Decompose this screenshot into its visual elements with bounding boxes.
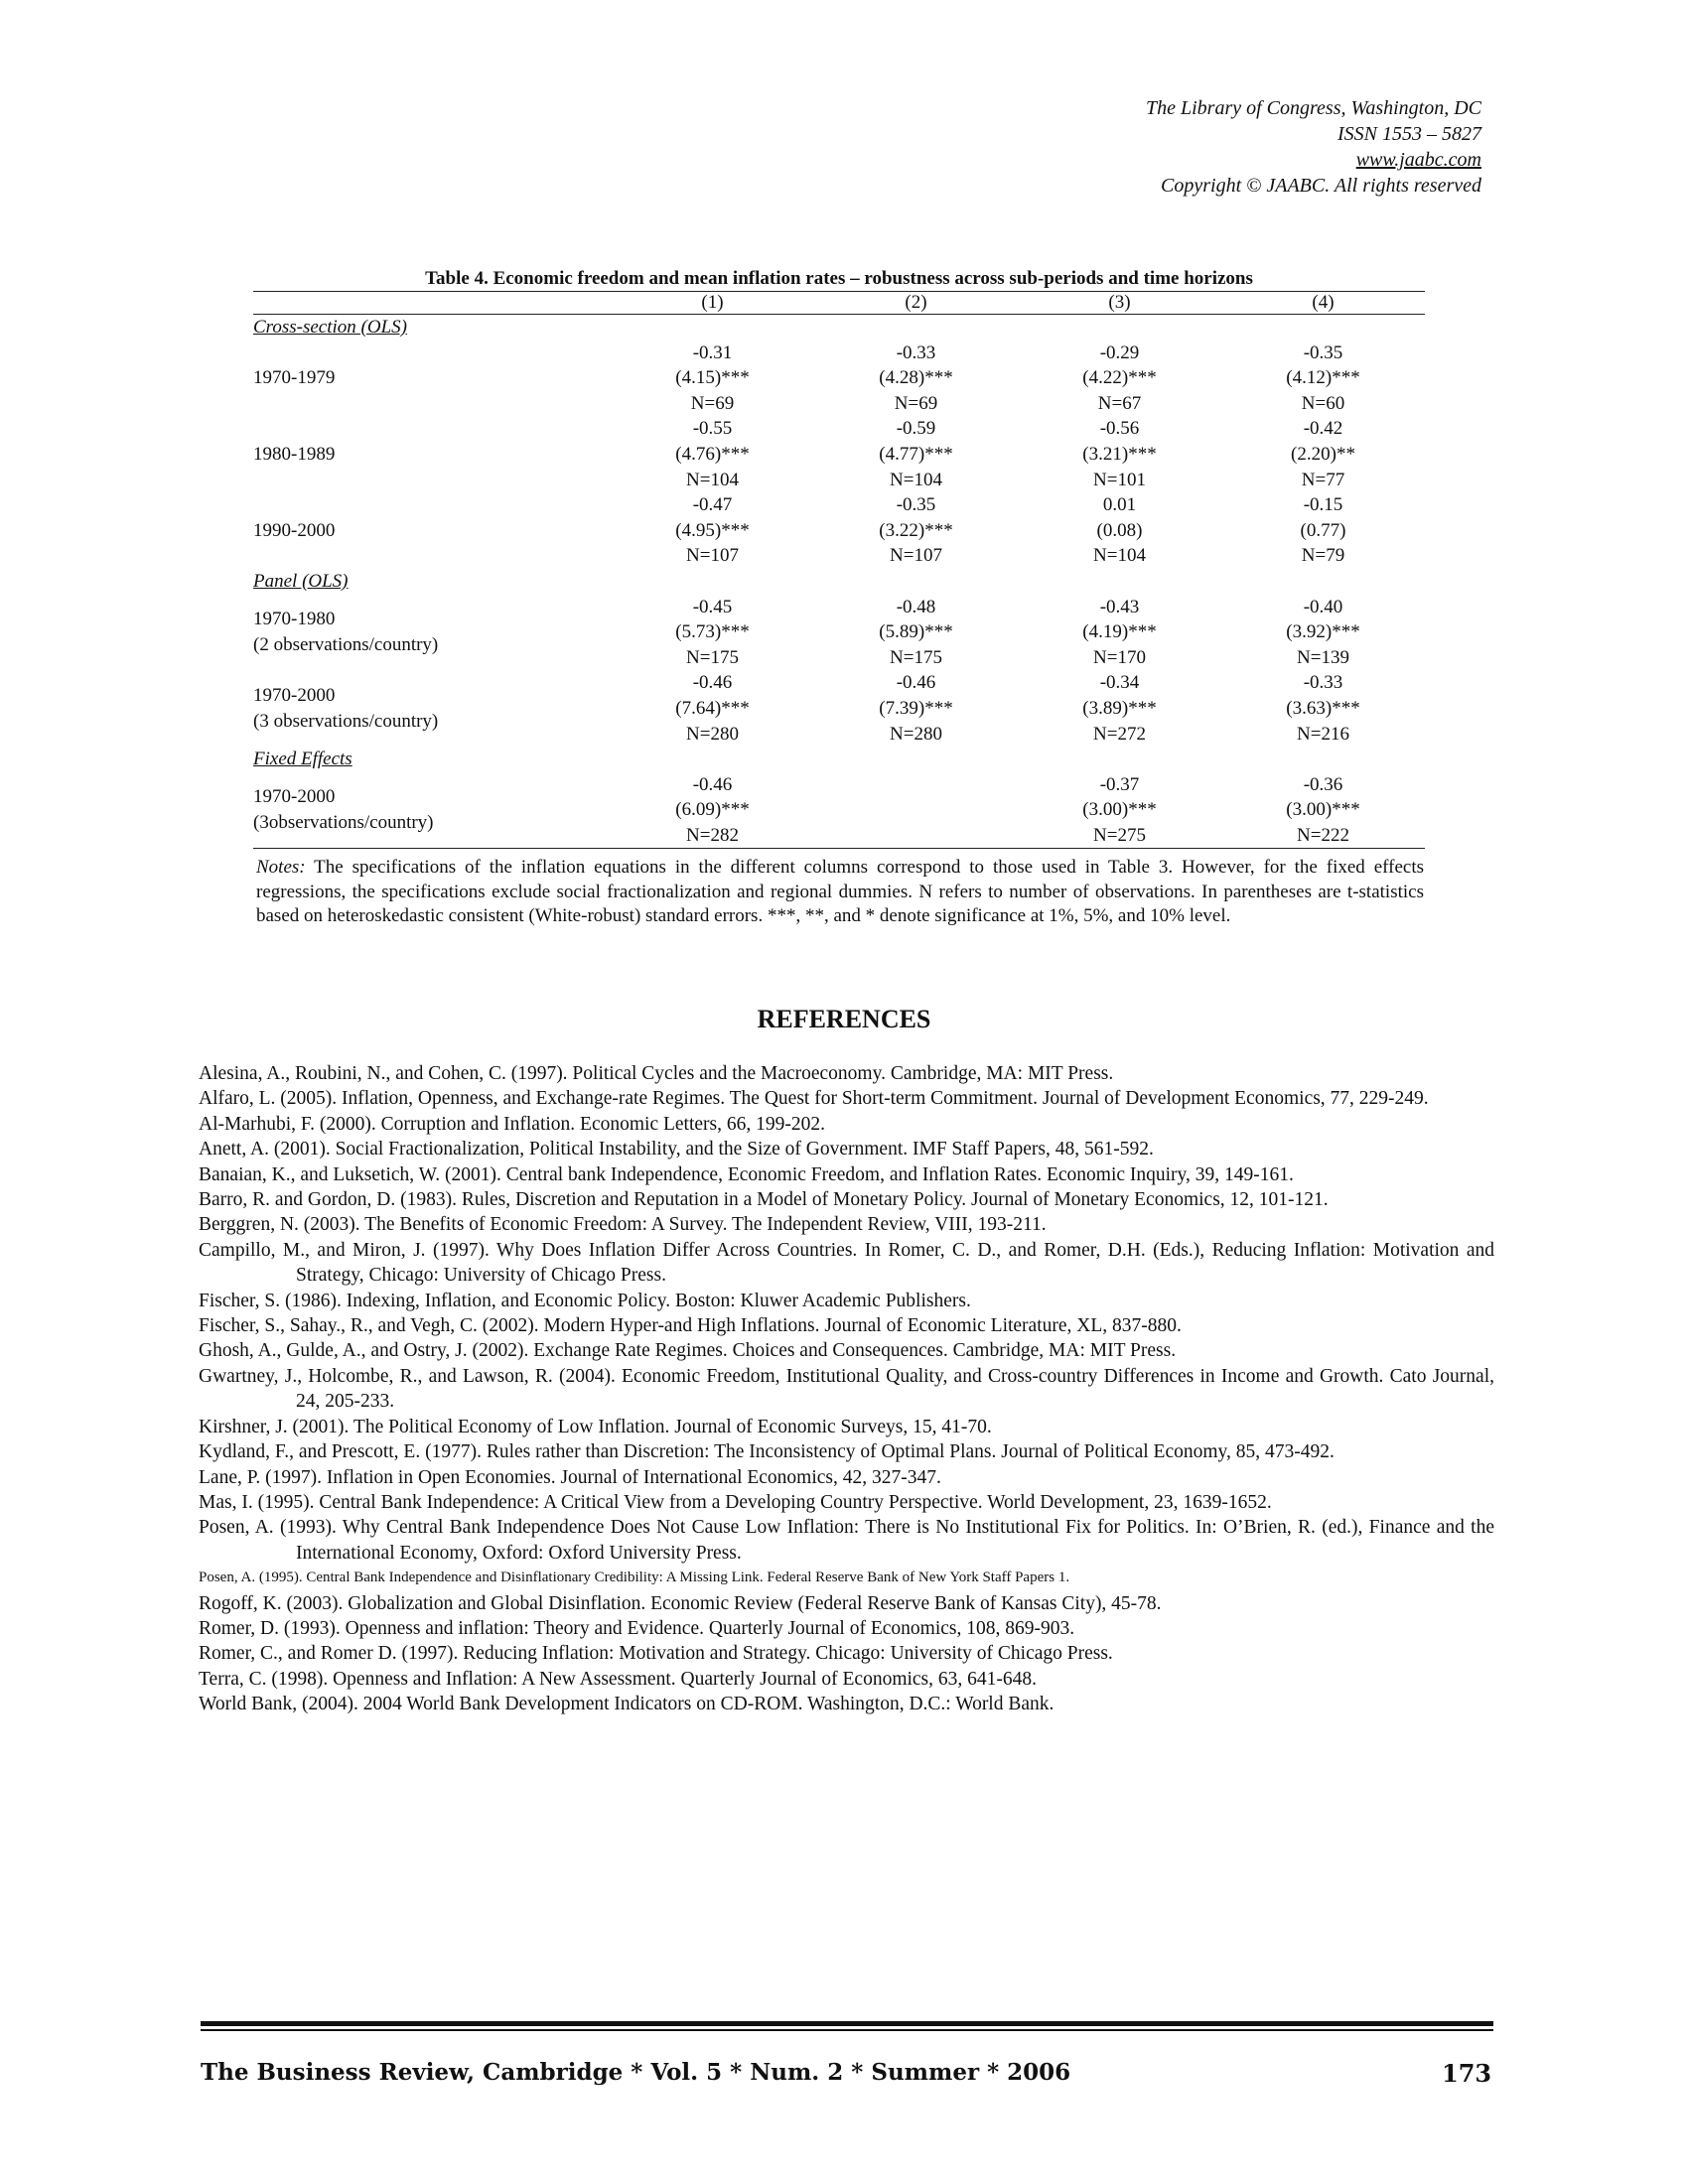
t-statistic: (3.00)*** — [1286, 799, 1360, 821]
row-label: 1970-2000 — [253, 685, 336, 707]
t-statistic: (5.89)*** — [879, 621, 953, 643]
column-header: (3) — [1018, 292, 1221, 315]
sample-size: N=77 — [1301, 469, 1345, 490]
reference-item: Kydland, F., and Prescott, E. (1977). Rules rather than Discretion: The Inconsistency of Optimal Plans. Journal of Political Economy, 85, 473-492. — [199, 1441, 1335, 1463]
reference-item: Fischer, S. (1986). Indexing, Inflation, and Economic Policy. Boston: Kluwer Academic Publishers. — [199, 1290, 971, 1311]
table-row — [253, 772, 1425, 849]
coefficient: -0.35 — [1303, 341, 1343, 363]
coefficient: -0.42 — [1303, 418, 1343, 440]
coefficient: -0.48 — [896, 596, 936, 617]
coefficient-cell — [1221, 772, 1425, 849]
sample-size: N=104 — [686, 469, 739, 490]
reference-item: Posen, A. (1995). Central Bank Independence and Disinflationary Credibility: A Missing Link. Federal Reserve Bank of New York Staff Papers 1. — [199, 1570, 1070, 1586]
reference-item: Terra, C. (1998). Openness and Inflation: A New Assessment. Quarterly Journal of Economics, 63, 641-648. — [199, 1668, 1038, 1690]
coefficient-cell — [1018, 492, 1221, 569]
coefficient: -0.37 — [1099, 773, 1140, 795]
row-label-cell — [253, 670, 611, 747]
table-row — [253, 416, 1425, 492]
t-statistic: (4.15)*** — [675, 367, 750, 389]
footer-rule-thick — [201, 2021, 1493, 2026]
sample-size: N=272 — [1093, 723, 1146, 745]
page-number: 173 — [1442, 2059, 1492, 2088]
sample-size: N=79 — [1301, 545, 1345, 567]
coefficient-cell — [814, 341, 1018, 417]
empty-cell — [814, 747, 1018, 772]
table-row — [253, 670, 1425, 747]
row-label: 1980-1989 — [253, 443, 336, 465]
references-heading: REFERENCES — [757, 1005, 931, 1033]
coefficient-cell — [611, 341, 814, 417]
reference-item: Lane, P. (1997). Inflation in Open Economies. Journal of International Economics, 42, 327-347. — [199, 1466, 941, 1488]
reference-item: Alesina, A., Roubini, N., and Cohen, C. (1997). Political Cycles and the Macroeconomy. Cambridge, MA: MIT Press. — [199, 1063, 1114, 1084]
sample-size: N=104 — [890, 469, 942, 490]
reference-item: Gwartney, J., Holcombe, R., and Lawson, R. (2004). Economic Freedom, Institutional Quality, and Cross-country Differences in Income and Growth. Cato Journal, 24, 205-233. — [199, 1365, 1494, 1413]
column-header: (4) — [1221, 292, 1425, 315]
coefficient-cell — [611, 595, 814, 671]
section-heading-row — [253, 569, 1425, 595]
coefficient-cell — [814, 492, 1018, 569]
coefficient-cell — [1018, 772, 1221, 849]
coefficient: -0.34 — [1099, 672, 1140, 694]
coefficient-cell — [611, 772, 814, 849]
reference-item: Kirshner, J. (2001). The Political Economy of Low Inflation. Journal of Economic Surveys, 15, 41-70. — [199, 1416, 992, 1437]
t-statistic: (4.12)*** — [1286, 367, 1360, 389]
empty-cell — [814, 569, 1018, 595]
coefficient: -0.56 — [1099, 418, 1140, 440]
coefficient-cell — [814, 416, 1018, 492]
section-heading-row — [253, 747, 1425, 772]
t-statistic: (6.09)*** — [675, 799, 750, 821]
reference-item: Banaian, K., and Luksetich, W. (2001). Central bank Independence, Economic Freedom, and Inflation Rates. Economic Inquiry, 39, 149-161. — [199, 1163, 1294, 1185]
coefficient: -0.55 — [692, 418, 733, 440]
notes-text: The specifications of the inflation equations in the different columns correspond to those used in Table 3. However, for the fixed effects regressions, the specifications exclude social fractionalization and regional dummies. N refers to number of observations. In parentheses are t-statistics based on heteroskedastic consistent (White-robust) standard errors. ***, **, and * denote significance at 1%, 5%, and 10% level. — [256, 857, 1424, 926]
reference-item: Rogoff, K. (2003). Globalization and Global Disinflation. Economic Review (Federal Reserve Bank of Kansas City), 45-78. — [199, 1592, 1162, 1614]
coefficient-cell — [1018, 595, 1221, 671]
empty-cell — [1221, 569, 1425, 595]
column-header: (2) — [814, 292, 1018, 315]
sample-size: N=170 — [1093, 646, 1146, 668]
reference-item: Fischer, S., Sahay., R., and Vegh, C. (2002). Modern Hyper-and High Inflations. Journal of Economic Literature, XL, 837-880. — [199, 1315, 1182, 1337]
results-table-container — [253, 268, 1425, 849]
empty-cell — [611, 315, 814, 341]
coefficient: -0.29 — [1099, 341, 1140, 363]
row-label: 1970-2000 — [253, 786, 336, 808]
sample-size: N=101 — [1093, 469, 1146, 490]
table-row — [253, 341, 1425, 417]
reference-item: Romer, C., and Romer D. (1997). Reducing Inflation: Motivation and Strategy. Chicago: University of Chicago Press. — [199, 1643, 1113, 1665]
coefficient: -0.47 — [692, 494, 733, 516]
row-label: 1970-1979 — [253, 367, 336, 389]
header-website-link[interactable]: www.jaabc.com — [1355, 149, 1481, 171]
t-statistic: (4.77)*** — [879, 443, 953, 465]
row-label: 1970-1980 — [253, 609, 336, 630]
coefficient: -0.40 — [1303, 596, 1343, 617]
coefficient: -0.36 — [1303, 773, 1343, 795]
sample-size: N=275 — [1093, 824, 1146, 846]
empty-cell — [1018, 315, 1221, 341]
sample-size: N=222 — [1297, 824, 1349, 846]
t-statistic: (7.64)*** — [675, 697, 750, 719]
coefficient: -0.46 — [896, 672, 936, 694]
coefficient: -0.31 — [692, 341, 733, 363]
sample-size: N=107 — [686, 545, 739, 567]
coefficient: -0.59 — [896, 418, 936, 440]
sample-size: N=280 — [890, 723, 942, 745]
t-statistic: (4.28)*** — [879, 367, 953, 389]
header-issn: ISSN 1553 – 5827 — [1337, 123, 1481, 145]
sample-size: N=175 — [686, 646, 739, 668]
reference-item: Berggren, N. (2003). The Benefits of Economic Freedom: A Survey. The Independent Review, VIII, 193-211. — [199, 1214, 1047, 1236]
column-header: (1) — [611, 292, 814, 315]
row-label-cell — [253, 492, 611, 569]
empty-cell — [611, 569, 814, 595]
header-library: The Library of Congress, Washington, DC — [1145, 97, 1481, 119]
row-label-cell — [253, 595, 611, 671]
coefficient-cell — [1018, 670, 1221, 747]
sample-size: N=60 — [1301, 392, 1345, 414]
t-statistic: (7.39)*** — [879, 697, 953, 719]
coefficient: -0.35 — [896, 494, 936, 516]
page-header — [1146, 95, 1481, 199]
reference-item: Mas, I. (1995). Central Bank Independence: A Critical View from a Developing Country Perspective. World Development, 23, 1639-1652. — [199, 1491, 1272, 1513]
coefficient-cell — [814, 772, 1018, 849]
coefficient: -0.45 — [692, 596, 733, 617]
reference-item: Barro, R. and Gordon, D. (1983). Rules, Discretion and Reputation in a Model of Monetary Policy. Journal of Monetary Economics, 12, 101-121. — [199, 1189, 1329, 1211]
reference-item: Anett, A. (2001). Social Fractionalization, Political Instability, and the Size of Government. IMF Staff Papers, 48, 561-592. — [199, 1139, 1154, 1160]
notes-label: Notes: — [256, 857, 306, 878]
coefficient-cell — [1018, 416, 1221, 492]
coefficient: 0.01 — [1102, 494, 1137, 516]
row-sublabel: (2 observations/country) — [253, 633, 439, 655]
coefficient-cell — [1221, 416, 1425, 492]
coefficient-cell — [1018, 341, 1221, 417]
coefficient-cell — [1221, 670, 1425, 747]
sample-size: N=216 — [1297, 723, 1349, 745]
empty-cell — [814, 315, 1018, 341]
t-statistic: (3.00)*** — [1082, 799, 1157, 821]
section-heading: Fixed Effects — [253, 749, 352, 770]
empty-cell — [1018, 747, 1221, 772]
empty-cell — [1018, 569, 1221, 595]
row-label-cell — [253, 772, 611, 849]
coefficient-cell — [814, 670, 1018, 747]
section-heading-cell — [253, 315, 611, 341]
coefficient-cell — [814, 595, 1018, 671]
reference-item: Ghosh, A., Gulde, A., and Ostry, J. (2002). Exchange Rate Regimes. Choices and Consequences. Cambridge, MA: MIT Press. — [199, 1340, 1177, 1362]
sample-size: N=107 — [890, 545, 942, 567]
coefficient-cell — [1221, 595, 1425, 671]
t-statistic: (3.89)*** — [1082, 697, 1157, 719]
t-statistic: (4.76)*** — [675, 443, 750, 465]
empty-cell — [1221, 747, 1425, 772]
t-statistic: (3.92)*** — [1286, 621, 1360, 643]
sample-size: N=69 — [690, 392, 735, 414]
coefficient — [814, 772, 1018, 798]
t-statistic: (4.22)*** — [1082, 367, 1157, 389]
section-heading-cell — [253, 569, 611, 595]
results-table — [253, 292, 1425, 849]
row-label: 1990-2000 — [253, 519, 336, 541]
table-title: Table 4. Economic freedom and mean inflation rates – robustness across sub-periods and time horizons — [253, 268, 1425, 292]
reference-item: Romer, D. (1993). Openness and inflation: Theory and Evidence. Quarterly Journal of Economics, 108, 869-903. — [199, 1617, 1075, 1639]
section-heading-cell — [253, 747, 611, 772]
coefficient-cell — [611, 670, 814, 747]
t-statistic: (3.21)*** — [1082, 443, 1157, 465]
t-statistic: (0.77) — [1300, 519, 1346, 541]
reference-item: Posen, A. (1993). Why Central Bank Independence Does Not Cause Low Inflation: There is No Institutional Fix for Politics. In: O’Brien, R. (ed.), Finance and the International Economy, Oxford: Oxford University Press. — [199, 1517, 1494, 1564]
t-statistic: (0.08) — [1096, 519, 1143, 541]
coefficient: -0.33 — [896, 341, 936, 363]
section-heading-row — [253, 315, 1425, 341]
sample-size: N=67 — [1097, 392, 1142, 414]
coefficient: -0.43 — [1099, 596, 1140, 617]
sample-size: N=104 — [1093, 545, 1146, 567]
reference-item: Alfaro, L. (2005). Inflation, Openness, and Exchange-rate Regimes. The Quest for Short-term Commitment. Journal of Development Economics, 77, 229-249. — [199, 1088, 1429, 1110]
table-row — [253, 492, 1425, 569]
coefficient-cell — [1221, 492, 1425, 569]
empty-cell — [1221, 315, 1425, 341]
coefficient-cell — [1221, 341, 1425, 417]
row-label-cell — [253, 341, 611, 417]
header-copyright: Copyright © JAABC. All rights reserved — [1161, 175, 1481, 197]
coefficient-cell — [611, 416, 814, 492]
coefficient: -0.46 — [692, 672, 733, 694]
sample-size: N=69 — [894, 392, 938, 414]
section-heading: Panel (OLS) — [253, 570, 349, 592]
column-header-empty — [253, 292, 611, 315]
reference-item: Al-Marhubi, F. (2000). Corruption and Inflation. Economic Letters, 66, 199-202. — [199, 1113, 825, 1135]
references-list — [199, 1061, 1494, 1717]
coefficient: -0.33 — [1303, 672, 1343, 694]
sample-size: N=175 — [890, 646, 942, 668]
reference-item: World Bank, (2004). 2004 World Bank Development Indicators on CD-ROM. Washington, D.C.: World Bank. — [199, 1694, 1055, 1715]
coefficient-cell — [611, 492, 814, 569]
row-label-cell — [253, 416, 611, 492]
empty-cell — [611, 747, 814, 772]
column-header-row — [253, 292, 1425, 315]
t-statistic: (2.20)** — [1291, 443, 1355, 465]
t-statistic — [814, 797, 1018, 823]
sample-size — [814, 823, 1018, 849]
t-statistic: (4.19)*** — [1082, 621, 1157, 643]
coefficient: -0.46 — [692, 773, 733, 795]
t-statistic: (4.95)*** — [675, 519, 750, 541]
sample-size: N=280 — [686, 723, 739, 745]
t-statistic: (5.73)*** — [675, 621, 750, 643]
sample-size: N=282 — [686, 824, 739, 846]
table-row — [253, 595, 1425, 671]
sample-size: N=139 — [1297, 646, 1349, 668]
section-heading: Cross-section (OLS) — [253, 317, 407, 338]
coefficient: -0.15 — [1303, 494, 1343, 516]
table-notes — [256, 856, 1424, 929]
footer-journal: The Business Review, Cambridge * Vol. 5 * Num. 2 * Summer * 2006 — [201, 2059, 1071, 2086]
row-sublabel: (3observations/country) — [253, 812, 434, 834]
reference-item: Campillo, M., and Miron, J. (1997). Why Does Inflation Differ Across Countries. In Romer, C. D., and Romer, D.H. (Eds.), Reducing Inflation: Motivation and Strategy, Chicago: University of Chicago Press. — [199, 1239, 1494, 1287]
footer-rule-thin — [201, 2029, 1493, 2031]
t-statistic: (3.63)*** — [1286, 697, 1360, 719]
t-statistic: (3.22)*** — [879, 519, 953, 541]
row-sublabel: (3 observations/country) — [253, 710, 439, 732]
